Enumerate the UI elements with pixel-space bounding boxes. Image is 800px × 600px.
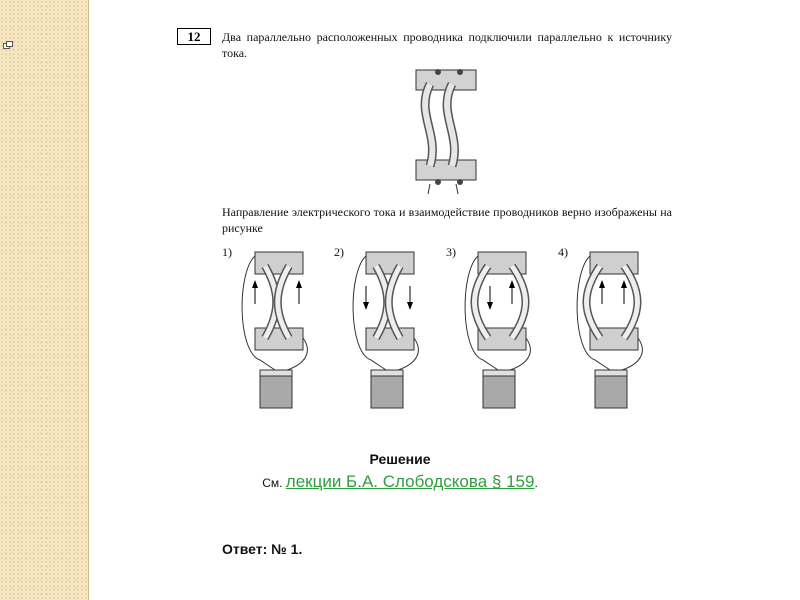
solution-prefix: См. [262, 476, 283, 490]
solution-suffix: . [534, 476, 538, 490]
option-1-figure [235, 242, 315, 412]
lecture-link[interactable]: лекции Б.А. Слободскова § 159 [285, 472, 535, 491]
task-number: 12 [177, 28, 211, 45]
option-3-label: 3) [446, 245, 456, 259]
solution-title: Решение [369, 451, 431, 467]
solution-reference [0, 472, 800, 492]
task-condition: Два параллельно расположенных проводника подключили параллельно к источнику тока. [222, 30, 672, 60]
option-2-label: 2) [334, 245, 344, 259]
option-4-label: 4) [558, 245, 568, 259]
option-3-figure [458, 242, 538, 412]
option-2-figure [346, 242, 426, 412]
option-4-figure [570, 242, 650, 412]
conductors-illustration [400, 64, 500, 194]
option-1-label: 1) [222, 245, 232, 259]
answer-text: Ответ: № 1. [222, 541, 303, 557]
task-question: Направление электрического тока и взаимодействие проводников верно изображены на рисунке [222, 205, 672, 235]
